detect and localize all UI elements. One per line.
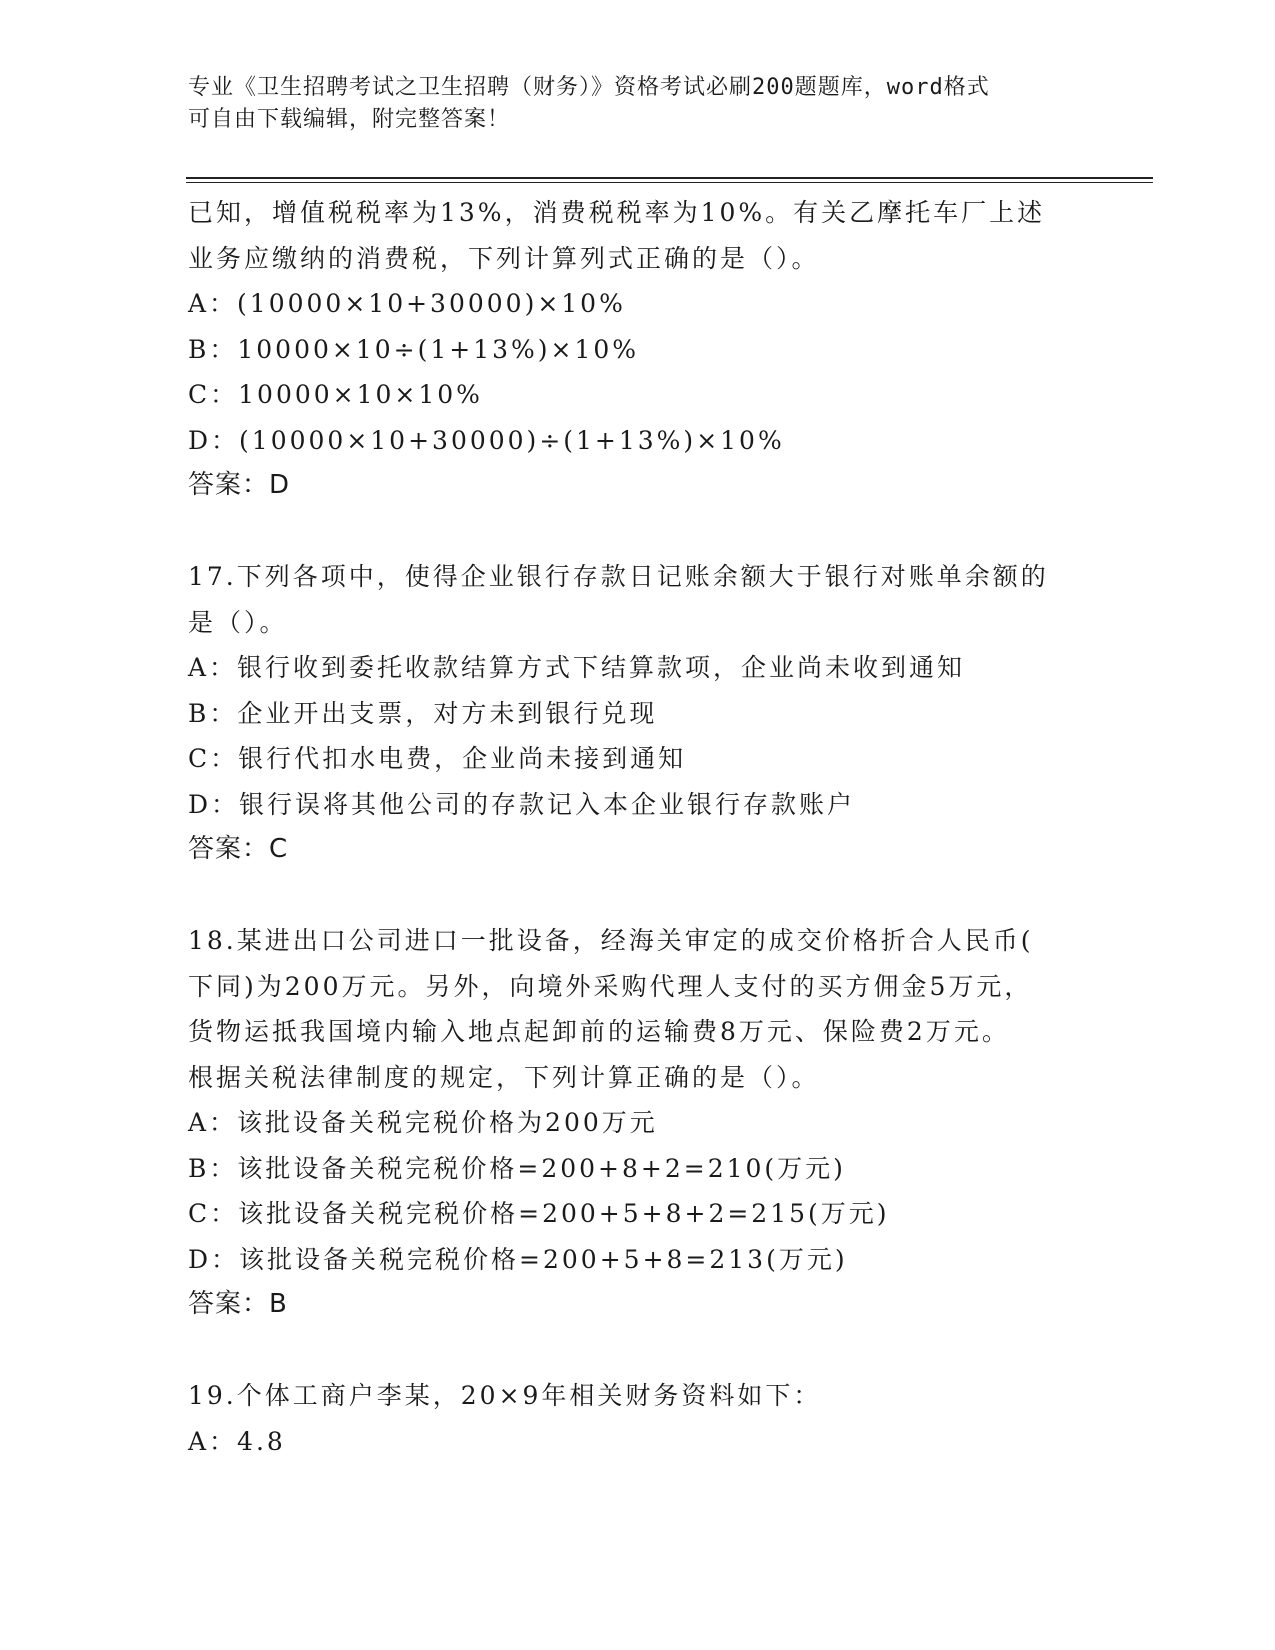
option-a: A：该批设备关税完税价格为200万元 [188,1108,658,1137]
question-16 [188,190,1088,509]
header-line-1: 专业《卫生招聘考试之卫生招聘（财务）》资格考试必刷200题题库，word格式 [188,75,990,100]
option-c: C：银行代扣水电费，企业尚未接到通知 [188,744,687,773]
question-stem-line: 18.某进出口公司进口一批设备，经海关审定的成交价格折合人民币( [188,926,1034,955]
option-b: B：企业开出支票，对方未到银行兑现 [188,698,658,728]
question-stem-line: 根据关税法律制度的规定，下列计算正确的是（）。 [188,1062,820,1092]
question-stem-line: 下同)为200万元。另外，向境外采购代理人支付的买方佣金5万元， [188,971,1033,1001]
spacer [188,1328,1088,1374]
question-18 [188,918,1088,1328]
header-line-2: 可自由下载编辑，附完整答案！ [188,107,511,132]
option-c: C：10000×10×10% [188,380,483,409]
option-d: D：该批设备关税完税价格=200+5+8=213(万元) [188,1244,848,1274]
option-d: D：(10000×10+30000)÷(1+13%)×10% [188,425,785,455]
question-stem-line: 17.下列各项中，使得企业银行存款日记账余额大于银行对账单余额的 [188,562,1049,591]
header-divider-thin [186,182,1153,183]
question-17 [188,554,1088,873]
option-a: A：4.8 [188,1426,286,1456]
option-c: C：该批设备关税完税价格=200+5+8+2=215(万元) [188,1199,890,1228]
spacer [188,509,1088,555]
answer-line: 答案：D [188,470,291,500]
answer-line: 答案：B [188,1289,288,1319]
option-a: A：(10000×10+30000)×10% [188,289,626,318]
option-a: A：银行收到委托收款结算方式下结算款项，企业尚未收到通知 [188,653,966,682]
question-stem-line: 业务应缴纳的消费税，下列计算列式正确的是（）。 [188,243,820,273]
header-divider-thick [186,177,1153,179]
question-19 [188,1373,1088,1464]
question-list [188,190,1088,1464]
question-stem-line: 19.个体工商户李某，20×9年相关财务资料如下： [188,1381,822,1410]
answer-line: 答案：C [188,834,289,864]
option-b: B：10000×10÷(1+13%)×10% [188,334,640,364]
question-stem-line: 已知，增值税税率为13%，消费税税率为10%。有关乙摩托车厂上述 [188,198,1046,227]
question-stem-line: 货物运抵我国境内输入地点起卸前的运输费8万元、保险费2万元。 [188,1017,1010,1046]
spacer [188,873,1088,919]
question-stem-line: 是（）。 [188,607,288,637]
option-d: D：银行误将其他公司的存款记入本企业银行存款账户 [188,789,856,819]
option-b: B：该批设备关税完税价格=200+8+2=210(万元) [188,1153,846,1183]
document-header [188,72,1068,136]
